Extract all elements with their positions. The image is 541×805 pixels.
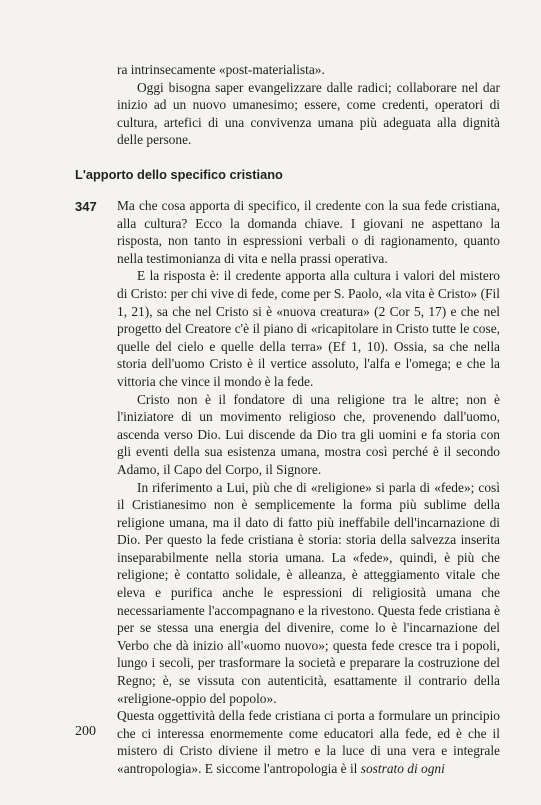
body-paragraph: In riferimento a Lui, più che di «religione» si parla di «fede»; così il Cristianesimo non è semplicemente la forma più sublime della religione umana, ma il dato di fatto più ineffabile dell'incarnazione di Dio. Per questo la fede cristiana è storia: storia della salvezza inserita inseparabilmente nella storia umana. La «fede», quindi, è più che religione; è contatto solidale, è alleanza, è atteggiamento vitale che eleva e purifica anche le espressioni di religiosità umana che necessariamente l'accompagnano e la rivestono. Questa fede cristiana è per se stessa una energia del divenire, come lo è l'incarnazione del Verbo che dà inizio all'«uomo nuovo»; questa fede cresce tra i popoli, lungo i secoli, per trasformare la società e preparare la costruzione del Regno; è, se vissuta con autenticità, esattamente il contrario della «religione-oppio del popolo». bbox=[117, 479, 500, 706]
body-paragraph: E la risposta è: il credente apporta alla cultura i valori del mistero di Cristo: per chi vive di fede, come per S. Paolo, «la vita è Cristo» (Fil 1, 21), sa che nel Cristo si è «nuova creatura» (2 Cor 5, 17) e che nel progetto del Creatore c'è il piano di «ricapitolare in Cristo tutte le cose, quelle del cielo e quelle della terra» (Ef 1, 10). Ossia, sa che nella storia dell'uomo Cristo è il vertice assoluto, l'alfa e l'omega; e che la vittoria che vince il mondo è la fede. bbox=[117, 268, 500, 389]
intro-text bbox=[117, 61, 500, 149]
last-paragraph-italic: sostrato di ogni bbox=[360, 761, 445, 776]
section-heading: L'apporto dello specifico cristiano bbox=[75, 167, 283, 182]
intro-paragraph-continuation: ra intrinsecamente «post-materialista». bbox=[117, 62, 325, 77]
intro-paragraph: Oggi bisogna saper evangelizzare dalle radici; collaborare nel dar inizio ad un nuovo umanesimo; essere, come credenti, operatori di cultura, artefici di una convivenza umana più adeguata alla dignità delle persone. bbox=[117, 79, 500, 148]
page-number: 200 bbox=[75, 724, 96, 739]
section-body bbox=[117, 197, 500, 778]
body-paragraph: Ma che cosa apporta di specifico, il credente con la sua fede cristiana, alla cultura? Ecco la domanda chiave. I giovani ne aspettano la risposta, non tanto in espressioni verbali o di ragionamento, quanto nella testimonianza di vita e nella prassi operativa. bbox=[117, 198, 500, 266]
body-paragraph: Cristo non è il fondatore di una religione tra le altre; non è l'iniziatore di un movimento religioso che, provenendo dall'uomo, ascenda verso Dio. Lui discende da Dio tra gli uomini e fa storia con gli eventi della sua esistenza umana, mostra così perché è il secondo Adamo, il Capo del Corpo, il Signore. bbox=[117, 391, 500, 477]
last-paragraph-text: Questa oggettività della fede cristiana ci porta a formulare un principio che ci interessa enormemente come educatori alla fede, ed è che il mistero di Cristo diviene il metro e la luce di una vera e integrale «antropologia». E siccome l'antropologia è il bbox=[117, 708, 500, 776]
paragraph-number: 347 bbox=[75, 199, 97, 214]
body-paragraph-last bbox=[117, 707, 500, 777]
